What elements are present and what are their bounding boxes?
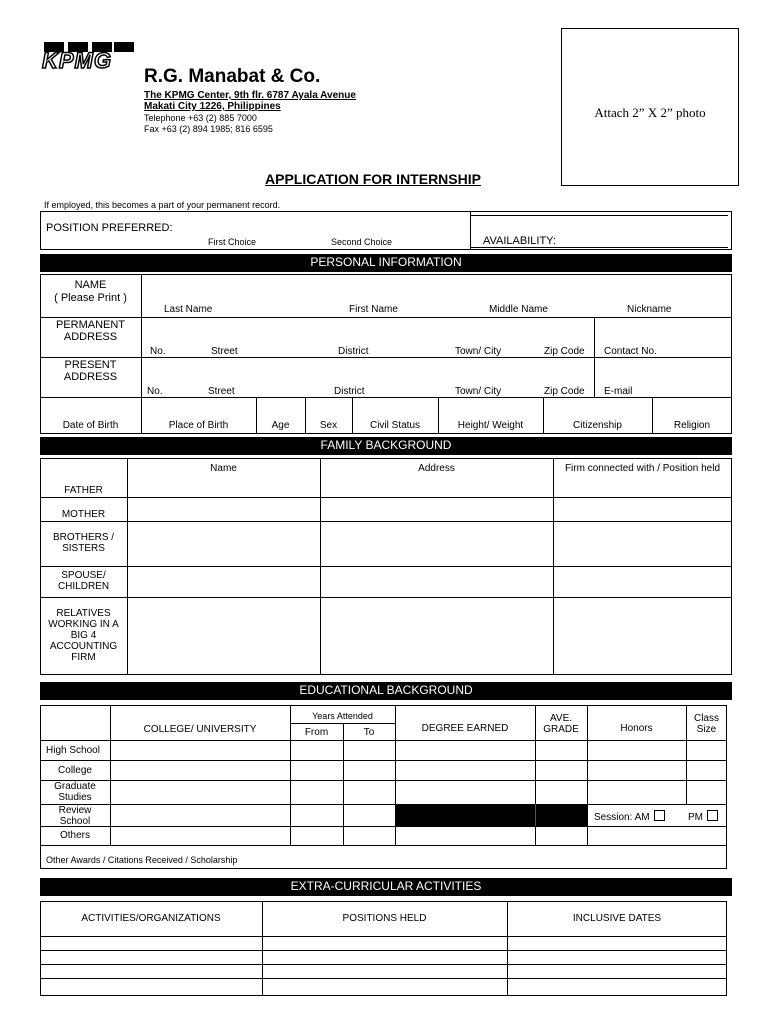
pres-street-field[interactable]: Street <box>208 386 235 397</box>
session-am[interactable] <box>594 810 665 823</box>
father-label: FATHER <box>64 485 103 496</box>
sex-field[interactable]: Sex <box>319 420 338 431</box>
session-am-label: Session: AM <box>594 812 650 823</box>
first-name-field[interactable]: First Name <box>349 304 398 315</box>
citizenship-field[interactable]: Citizenship <box>573 420 622 431</box>
edu-col-from: From <box>304 727 329 738</box>
pm-checkbox[interactable] <box>707 810 718 821</box>
edu-col-years: Years Attended <box>312 711 373 721</box>
family-col-name: Name <box>210 463 237 474</box>
edu-col-honors: Honors <box>620 723 653 734</box>
height-weight-field[interactable]: Height/ Weight <box>457 420 524 431</box>
session-pm-label: PM <box>688 812 703 823</box>
perm-zip-field[interactable]: Zip Code <box>544 346 585 357</box>
mother-label: MOTHER <box>61 509 106 520</box>
company-fax: Fax +63 (2) 894 1985; 816 6595 <box>144 124 273 134</box>
perm-no-field[interactable]: No. <box>150 346 166 357</box>
edu-row-review: Review School <box>58 805 92 827</box>
perm-town-field[interactable]: Town/ City <box>455 346 502 357</box>
logo-text: KPMG <box>42 48 112 73</box>
age-field[interactable]: Age <box>271 420 290 431</box>
pres-town-field[interactable]: Town/ City <box>455 386 502 397</box>
kpmg-logo <box>42 42 134 74</box>
edu-row-high-school: High School <box>46 745 100 756</box>
awards-label[interactable]: Other Awards / Citations Received / Scholarship <box>46 855 238 865</box>
present-address-label: PRESENT ADDRESS <box>63 359 118 383</box>
edu-col-to: To <box>363 727 375 738</box>
edu-row-college: College <box>58 765 92 776</box>
company-telephone: Telephone +63 (2) 885 7000 <box>144 113 257 123</box>
pob-field[interactable]: Place of Birth <box>168 420 229 431</box>
last-name-field[interactable]: Last Name <box>164 304 213 315</box>
pres-zip-field[interactable]: Zip Code <box>544 386 585 397</box>
first-choice-label[interactable]: First Choice <box>208 237 257 247</box>
spouse-label: SPOUSE/ CHILDREN <box>57 570 110 592</box>
extra-col-dates: INCLUSIVE DATES <box>572 913 662 924</box>
edu-col-class-size: Class Size <box>693 713 719 735</box>
perm-street-field[interactable]: Street <box>211 346 238 357</box>
company-name: R.G. Manabat & Co. <box>144 66 321 87</box>
company-address-line1: The KPMG Center, 9th flr. 6787 Ayala Avenue <box>144 90 356 101</box>
family-background-heading: FAMILY BACKGROUND <box>40 437 732 455</box>
education-heading: EDUCATIONAL BACKGROUND <box>40 682 732 700</box>
extracurricular-heading: EXTRA-CURRICULAR ACTIVITIES <box>40 878 732 896</box>
middle-name-field[interactable]: Middle Name <box>489 304 548 315</box>
religion-field[interactable]: Religion <box>673 420 711 431</box>
company-address-line2: Makati City 1226, Philippines <box>144 101 281 112</box>
family-col-address: Address <box>418 463 455 474</box>
siblings-label: BROTHERS / SISTERS <box>52 532 115 554</box>
perm-district-field[interactable]: District <box>338 346 369 357</box>
email-field[interactable]: E-mail <box>604 386 633 397</box>
civil-status-field[interactable]: Civil Status <box>369 420 420 431</box>
family-col-firm: Firm connected with / Position held <box>564 463 721 474</box>
nickname-field[interactable]: Nickname <box>627 304 672 315</box>
relatives-label: RELATIVES WORKING IN A BIG 4 ACCOUNTING FIRM <box>48 608 119 663</box>
pres-no-field[interactable]: No. <box>147 386 163 397</box>
personal-info-heading: PERSONAL INFORMATION <box>40 254 732 272</box>
second-choice-label[interactable]: Second Choice <box>331 237 393 247</box>
permanent-address-label: PERMANENT ADDRESS <box>55 319 126 343</box>
availability-label[interactable]: AVAILABILITY: <box>483 235 556 247</box>
photo-instruction: Attach 2” X 2” photo <box>594 105 706 120</box>
am-checkbox[interactable] <box>654 810 665 821</box>
review-school-blacked-cell <box>395 804 587 826</box>
employed-note: If employed, this becomes a part of your permanent record. <box>44 200 281 210</box>
extra-col-positions: POSITIONS HELD <box>342 913 427 924</box>
form-title: APPLICATION FOR INTERNSHIP <box>265 171 481 187</box>
edu-row-graduate: Graduate Studies <box>54 781 96 803</box>
session-pm[interactable] <box>688 810 718 823</box>
edu-row-others: Others <box>59 830 90 841</box>
contact-no-field[interactable]: Contact No. <box>604 346 657 357</box>
name-label: NAME ( Please Print ) <box>54 279 127 304</box>
edu-col-degree: DEGREE EARNED <box>421 723 509 734</box>
position-preferred-label: POSITION PREFERRED: <box>46 222 173 234</box>
pres-district-field[interactable]: District <box>334 386 365 397</box>
edu-col-college: COLLEGE/ UNIVERSITY <box>143 724 257 735</box>
dob-field[interactable]: Date of Birth <box>62 420 119 431</box>
extra-col-activities: ACTIVITIES/ORGANIZATIONS <box>81 913 221 924</box>
edu-col-grade: AVE. GRADE <box>543 713 579 735</box>
